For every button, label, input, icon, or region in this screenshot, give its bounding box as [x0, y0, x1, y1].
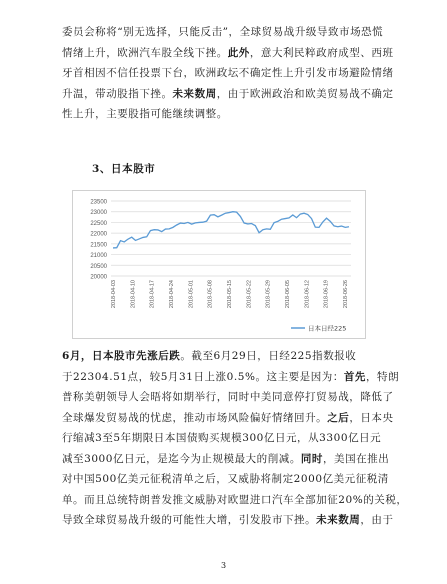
text-run: 性上升，主要股指可能继续调整。: [62, 108, 228, 120]
text-run: ，由于欧洲政治和欧美贸易战不确定: [216, 87, 394, 100]
text-line: [62, 104, 384, 125]
text-line: [62, 346, 384, 367]
bold-text-run: 此外: [227, 46, 250, 59]
bold-text-run: 未来数周: [172, 87, 217, 100]
x-tick-label: 2018-04-10: [130, 280, 137, 309]
y-tick-label: 22000: [90, 231, 107, 238]
bold-text-run: 之后: [327, 411, 350, 424]
y-tick-label: 21500: [90, 242, 107, 249]
text-run: 情绪上升，欧洲汽车股全线下挫。: [62, 46, 228, 59]
text-run: 于22304.51点，较5月31日上涨0.5%。这主要是因为：: [62, 370, 344, 383]
text-run: ，日本央: [349, 411, 394, 424]
x-tick-label: 2018-04-17: [149, 280, 156, 309]
x-tick-label: 2018-06-12: [304, 280, 311, 309]
x-tick-label: 2018-04-24: [169, 280, 175, 309]
y-tick-label: 20000: [90, 274, 107, 281]
x-tick-label: 2018-05-01: [188, 280, 195, 309]
text-line: [62, 449, 390, 470]
y-tick-label: 23000: [90, 210, 107, 217]
nikkei-line-chart: [72, 190, 366, 339]
text-line: [62, 367, 400, 388]
y-tick-label: 20500: [90, 263, 107, 270]
paragraph-europe-stocks: [62, 22, 394, 125]
y-tick-label: 22500: [90, 220, 107, 227]
text-run: ，美国在推出: [322, 452, 390, 465]
y-tick-label: 23500: [90, 199, 107, 206]
x-tick-label: 2018-06-19: [323, 280, 330, 309]
text-line: [62, 428, 384, 449]
text-run: ，意大利民粹政府成型、西班: [249, 46, 394, 59]
text-run: 委员会称将“别无选择，只能反击”，全球贸易战升级导致市场恐慌: [62, 26, 384, 38]
bold-text-run: 首先: [343, 370, 366, 383]
x-tick-label: 2018-05-29: [265, 280, 272, 309]
text-run: 升温，带动股指下挫。: [62, 87, 173, 100]
series-line-nikkei225: [113, 212, 349, 248]
text-run: ，由于: [360, 514, 394, 526]
text-line: [62, 510, 394, 531]
text-line: [62, 22, 384, 43]
bold-text-run: 未来数周: [316, 514, 361, 526]
text-run: 牙首相因不信任投票下台，欧洲政坛不确定性上升引发市场避险情绪: [62, 67, 394, 79]
chart-svg: [73, 191, 365, 338]
x-tick-label: 2018-06-26: [343, 280, 349, 309]
bold-text-run: 6月，日本股市先涨后跌: [62, 350, 181, 362]
section-heading: 3、日本股市: [92, 163, 156, 175]
text-run: 行缩减3至5年期限日本国债购买规模300亿日元，从3300亿日元: [62, 432, 382, 444]
text-line: [62, 408, 394, 429]
text-line: [62, 490, 408, 511]
text-line: [62, 469, 389, 490]
x-tick-label: 2018-05-08: [207, 280, 214, 309]
text-run: 单。而且总统特朗普发推文威胁对欧盟进口汽车全部加征20%的关税，: [62, 493, 408, 506]
text-run: 减至3000亿日元，是迄今为止规模最大的削减。: [62, 452, 301, 465]
x-tick-label: 2018-05-22: [246, 280, 253, 309]
paragraph-japan-stocks: [62, 346, 408, 531]
page-number: 3: [220, 561, 227, 570]
bold-text-run: 同时: [300, 452, 323, 465]
text-run: 普称美朝领导人会晤将如期举行，同时中美同意停打贸易战，降低了: [62, 391, 394, 403]
text-run: 全球爆发贸易战的忧虑，推动市场风险偏好情绪回升。: [62, 411, 328, 424]
legend-label: 日本日经225: [308, 324, 347, 333]
text-line: [62, 43, 394, 64]
x-tick-label: 2018-04-03: [111, 280, 117, 309]
text-run: ，特朗: [365, 370, 400, 383]
x-tick-label: 2018-05-15: [227, 280, 233, 309]
text-run: 对中国500亿美元征税清单之后，又威胁将制定2000亿美元征税清: [62, 473, 389, 485]
y-tick-label: 21000: [90, 253, 107, 260]
text-run: 。截至6月29日，日经225指数报收: [180, 350, 357, 362]
text-line: [62, 387, 394, 408]
x-tick-label: 2018-06-05: [285, 280, 291, 309]
text-line: [62, 84, 394, 105]
text-run: 导致全球贸易战升级的可能性大增，引发股市下挫。: [62, 514, 317, 526]
text-line: [62, 63, 394, 84]
